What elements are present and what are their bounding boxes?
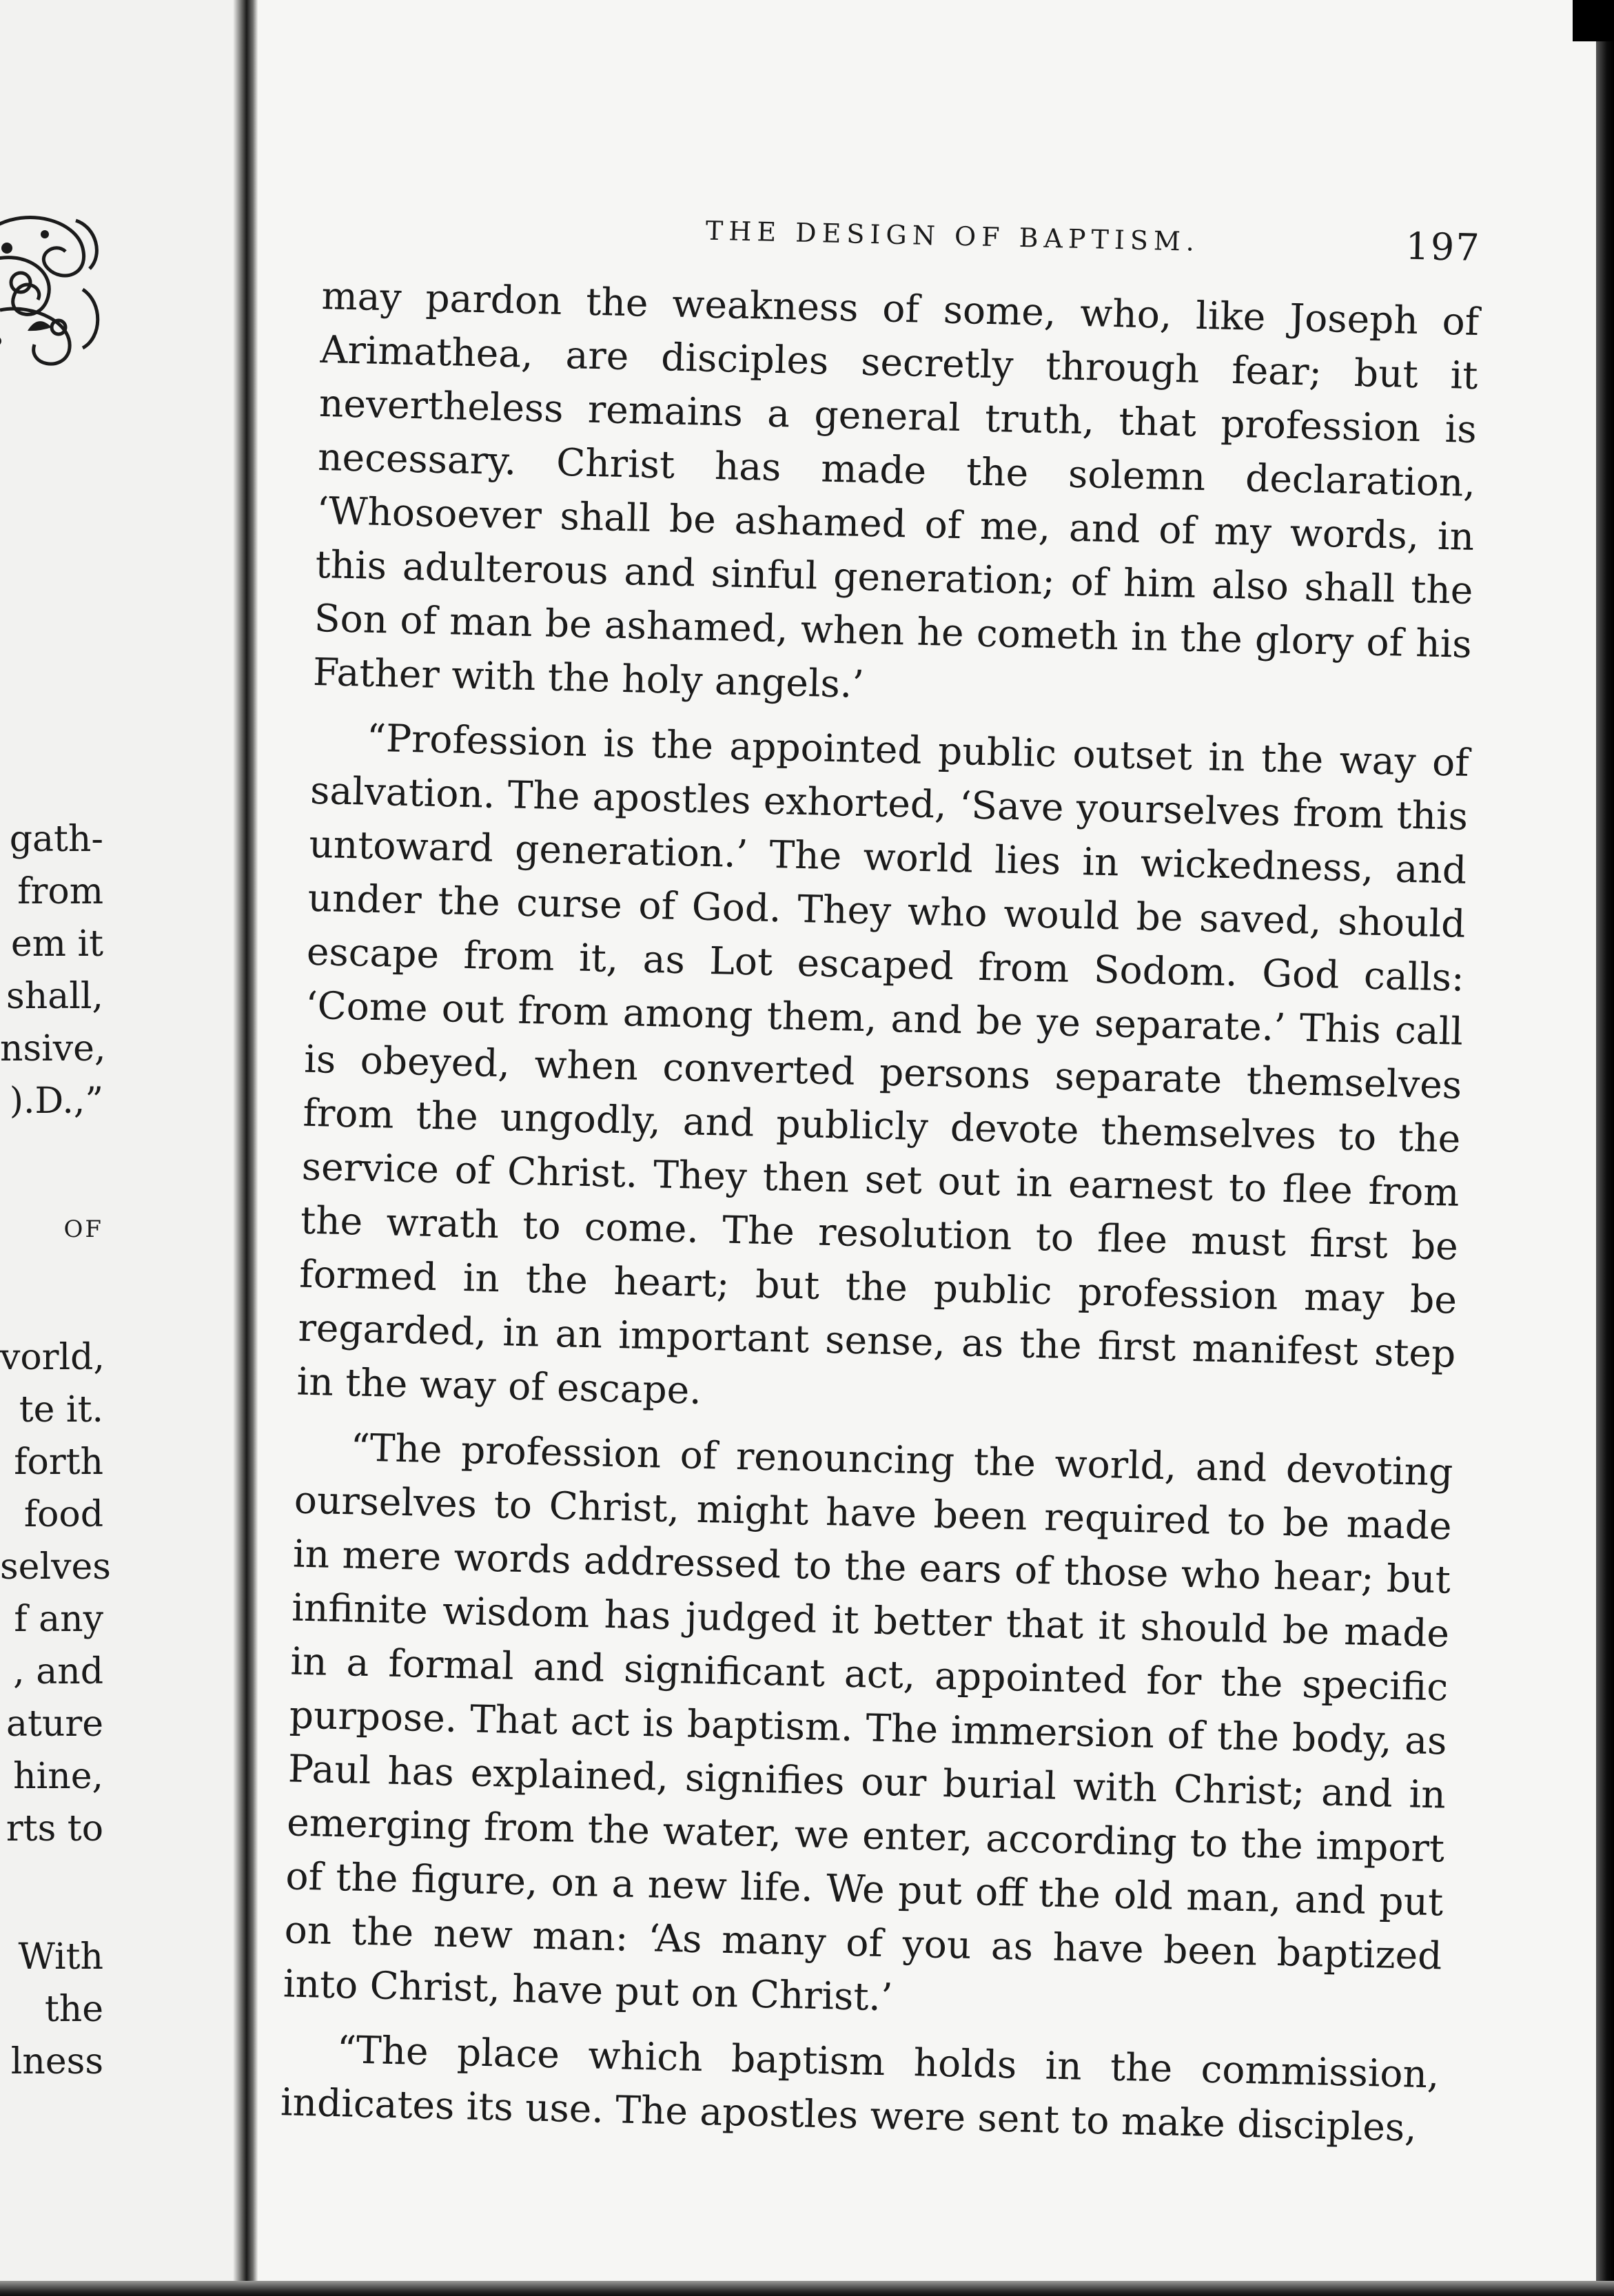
facing-page-fragment: selves — [0, 1546, 111, 1588]
facing-page-fragment: gath- — [9, 819, 103, 860]
facing-page-fragment: em it — [10, 923, 103, 965]
book-page — [280, 193, 1482, 2166]
facing-page-fragment: , and — [13, 1651, 103, 1692]
facing-page-text — [0, 813, 111, 2088]
facing-page — [0, 0, 241, 2296]
paragraph: may pardon the weakness of some, who, like Joseph of Arimathea, are disciples secretly through fear; but it nevertheless remains a general truth, that profession is necessary. Christ has made the solemn declaration, ‘Whosoever shall be ashamed of me, and of my words, in this adulterous and sinful generation; of him also shall the Son of man be ashamed, when he cometh in the glory of his Father with the holy angels.’ — [312, 273, 1480, 706]
facing-page-fragment: OF — [63, 1216, 103, 1243]
running-head-title: THE DESIGN OF BAPTISM. — [705, 215, 1201, 257]
scan-corner — [1573, 0, 1614, 41]
page-right-edge — [1596, 0, 1614, 2296]
floral-ornament-icon — [0, 207, 110, 372]
page-number: 197 — [1404, 224, 1482, 270]
facing-page-fragment: nsive, — [0, 1028, 106, 1069]
facing-page-fragment: the — [44, 1989, 103, 2030]
paragraph: “The place which baptism holds in the commission, indicates its use. The apostles were sent to make disciples, — [280, 2027, 1440, 2150]
page-body — [280, 269, 1480, 2155]
facing-page-fragment: ature — [6, 1703, 103, 1745]
page-bottom-edge — [0, 2281, 1614, 2296]
facing-page-fragment: ).D.,” — [9, 1080, 103, 1122]
book-gutter — [233, 0, 258, 2296]
facing-page-fragment: vorld, — [0, 1337, 105, 1378]
facing-page-fragment: te it. — [19, 1389, 103, 1431]
facing-page-fragment: lness — [10, 2041, 103, 2082]
facing-page-fragment: shall, — [6, 976, 103, 1017]
facing-page-fragment: rts to — [6, 1808, 103, 1849]
facing-page-fragment: forth — [14, 1442, 103, 1483]
facing-page-fragment: hine, — [13, 1756, 103, 1797]
facing-page-fragment: food — [23, 1494, 103, 1535]
paragraph: “Profession is the appointed public outset in the way of salvation. The apostles exhorted, ‘Save yourselves from this untoward generation.’ The world lies in wickedness, and under the curse of God. They who would be saved, should escape from it, as Lot escaped from Sodom. God calls: ‘Come out from among them, and be ye separate.’ This call is obeyed, when converted persons separate themselves from the ungodly, and publicly devote themselves to the service of Christ. They then set out in earnest to flee from the wrath to come. The resolution to flee must first be formed in the heart; but the public profession may be regarded, in an important sense, as the first manifest step in the way of escape. — [296, 715, 1470, 1413]
facing-page-fragment: With — [18, 1936, 103, 1978]
facing-page-fragment: f any — [14, 1599, 103, 1640]
paragraph: “The profession of renouncing the world, and devoting ourselves to Christ, might have been required to be made in mere words addressed to the ears of those who hear; but infinite wisdom has judged it better that it should be made in a formal and significant act, appointed for the specific purpose. That act is baptism. The immersion of the body, as Paul has explained, signifies our burial with Christ; and in emerging from the water, we enter, according to the import of the figure, on a new life. We put off the old man, and put on the new man: ‘As many of you as have been baptized into Christ, have put on Christ.’ — [283, 1425, 1454, 2020]
facing-page-fragment: from — [17, 871, 103, 912]
